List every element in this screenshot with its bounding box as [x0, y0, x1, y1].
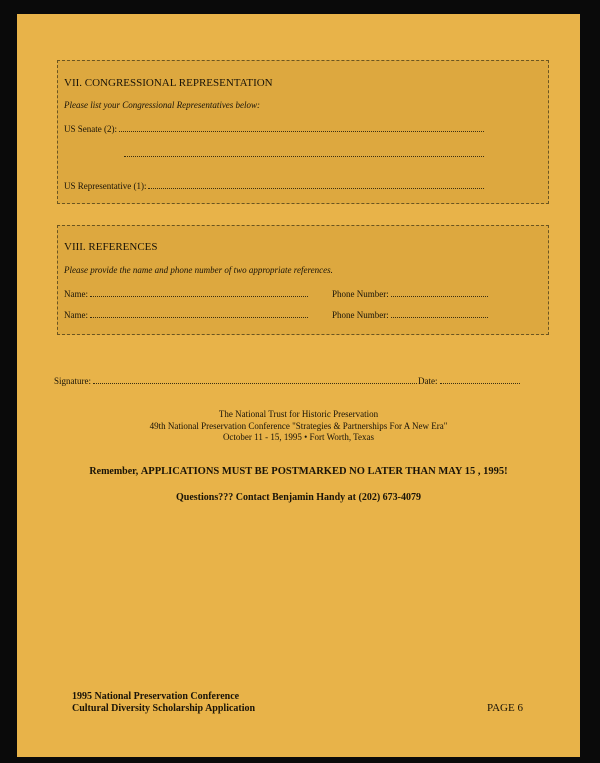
reference-1-phone-line[interactable]: [391, 289, 488, 297]
us-representative-field[interactable]: [64, 181, 484, 191]
notice-prefix: Remember,: [89, 466, 139, 477]
notice-main: APPLICATIONS MUST BE POSTMARKED NO LATER THAN MAY 15 , 1995!: [140, 466, 508, 477]
reference-2-name-field[interactable]: [64, 310, 308, 320]
phone-label: Phone Number:: [332, 289, 389, 299]
congressional-representation-section: [57, 60, 549, 204]
section-title: VII. CONGRESSIONAL REPRESENTATION: [64, 77, 273, 89]
reference-1-phone-field[interactable]: [332, 289, 488, 299]
footer-title: [72, 691, 255, 715]
conference-organizer: The National Trust for Historic Preservation: [218, 409, 379, 419]
date-line[interactable]: [440, 376, 521, 384]
date-label: Date:: [418, 376, 438, 386]
name-label: Name:: [64, 310, 88, 320]
us-representative-label: US Representative (1):: [64, 181, 147, 191]
reference-2-phone-line[interactable]: [391, 310, 488, 318]
document-page: [17, 14, 580, 757]
signature-line[interactable]: [93, 376, 417, 384]
signature-field[interactable]: [54, 376, 417, 386]
references-section: [57, 225, 549, 335]
us-senate-label: US Senate (2):: [64, 124, 117, 134]
reference-1-name-field[interactable]: [64, 289, 308, 299]
date-field[interactable]: [418, 376, 520, 386]
questions-contact: Questions??? Contact Benjamin Handy at (202) 673-4079: [175, 492, 421, 503]
name-label: Name:: [64, 289, 88, 299]
us-senate-line-2[interactable]: [124, 149, 484, 157]
section-instruction: Please list your Congressional Representatives below:: [64, 100, 261, 110]
us-senate-line-1[interactable]: [119, 124, 484, 132]
conference-name: 49th National Preservation Conference "Strategies & Partnerships For A New Era": [149, 421, 448, 431]
footer-line-1: 1995 National Preservation Conference: [72, 691, 240, 702]
signature-label: Signature:: [54, 376, 91, 386]
section-instruction: Please provide the name and phone number of two appropriate references.: [64, 265, 333, 275]
us-senate-field[interactable]: [64, 124, 484, 134]
conference-dates-location: October 11 - 15, 1995 • Fort Worth, Texas: [222, 432, 375, 442]
reference-2-phone-field[interactable]: [332, 310, 488, 320]
reference-2-name-line[interactable]: [90, 310, 308, 318]
phone-label: Phone Number:: [332, 310, 389, 320]
postmark-deadline-notice: [17, 466, 580, 477]
section-title: VIII. REFERENCES: [64, 241, 158, 253]
us-senate-field-2[interactable]: [122, 149, 484, 157]
reference-1-name-line[interactable]: [90, 289, 308, 297]
us-representative-line[interactable]: [148, 181, 484, 189]
page-number: PAGE 6: [487, 702, 523, 714]
footer-line-2: Cultural Diversity Scholarship Application: [72, 703, 256, 714]
